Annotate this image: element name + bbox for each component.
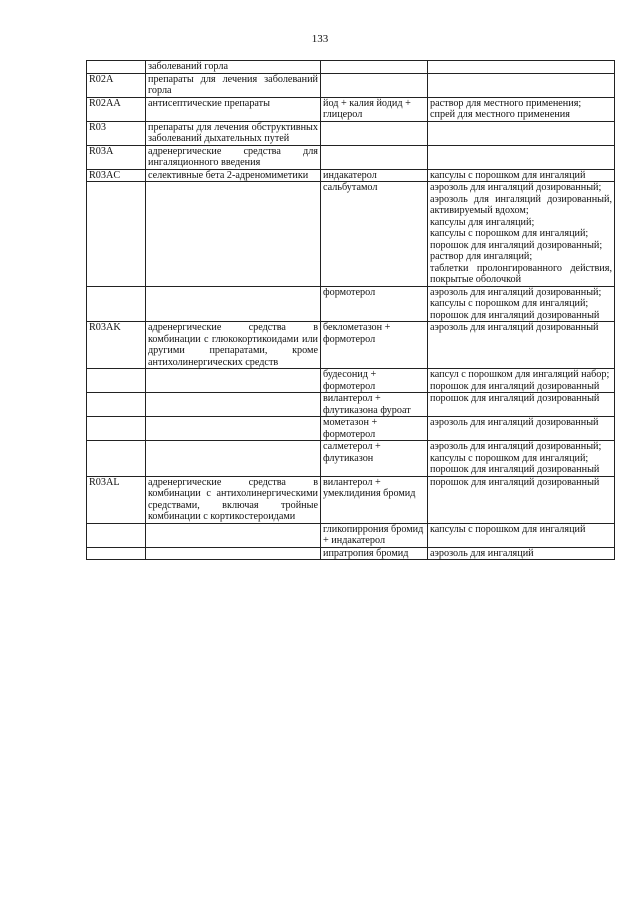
dosage-form-line: аэрозоль для ингаляций дозированный;	[430, 286, 602, 298]
table-row	[87, 441, 615, 477]
group-name: антисептические препараты	[146, 97, 321, 121]
group-name	[146, 286, 321, 322]
dosage-form-line: капсулы с порошком для ингаляций	[430, 523, 586, 535]
atc-code	[87, 369, 146, 393]
dosage-form-line: капсулы с порошком для ингаляций;	[430, 452, 589, 464]
table-row	[87, 523, 615, 547]
dosage-forms	[428, 417, 615, 441]
dosage-forms	[428, 441, 615, 477]
atc-code	[87, 182, 146, 287]
atc-code: R03A	[87, 145, 146, 169]
dosage-form-line: порошок для ингаляций дозированный;	[430, 239, 603, 251]
table-row	[87, 322, 615, 369]
atc-code	[87, 61, 146, 74]
table-row	[87, 417, 615, 441]
atc-code	[87, 523, 146, 547]
substance-name: будесонид + формотерол	[321, 369, 428, 393]
atc-code: R03AK	[87, 322, 146, 369]
dosage-form-line: капсул с порошком для ингаляций набор;	[430, 369, 610, 380]
atc-code: R02AA	[87, 97, 146, 121]
dosage-forms	[428, 145, 615, 169]
group-name: препараты для лечения обструктивных заболеваний дыхательных путей	[146, 121, 321, 145]
group-name	[146, 523, 321, 547]
dosage-form-line: аэрозоль для ингаляций дозированный;	[430, 182, 602, 193]
dosage-form-line: капсулы с порошком для ингаляций	[430, 169, 586, 181]
dosage-forms	[428, 169, 615, 182]
substance-name: гликопиррония бромид + индакатерол	[321, 523, 428, 547]
table-row	[87, 476, 615, 523]
substance-name	[321, 145, 428, 169]
table-row	[87, 393, 615, 417]
dosage-form-line: капсулы с порошком для ингаляций;	[430, 298, 589, 309]
table-row	[87, 286, 615, 322]
table-row	[87, 73, 615, 97]
dosage-forms	[428, 97, 615, 121]
substance-name	[321, 121, 428, 145]
table-row	[87, 369, 615, 393]
substance-name: индакатерол	[321, 169, 428, 182]
dosage-form-line: порошок для ингаляций дозированный	[430, 464, 600, 475]
dosage-form-line: порошок для ингаляций дозированный	[430, 393, 600, 404]
group-name	[146, 441, 321, 477]
dosage-form-line: таблетки пролонгированного действия, покрытые оболочкой	[430, 262, 612, 285]
group-name: заболеваний горла	[146, 61, 321, 74]
dosage-form-line: спрей для местного применения	[430, 109, 570, 120]
substance-name: ипратропия бромид	[321, 547, 428, 560]
substance-name: вилантерол + умеклидиния бромид	[321, 476, 428, 523]
page-number: 133	[311, 33, 329, 45]
group-name: селективные бета 2-адреномиметики	[146, 169, 321, 182]
group-name: адренергические средства в комбинации с антихолинергическими средствами, включая тройные комбинации с кортикостероидами	[146, 476, 321, 523]
atc-code	[87, 417, 146, 441]
dosage-form-line: порошок для ингаляций дозированный	[430, 309, 600, 321]
table-row	[87, 547, 615, 560]
group-name	[146, 182, 321, 287]
atc-code: R03AC	[87, 169, 146, 182]
dosage-forms	[428, 182, 615, 287]
dosage-forms	[428, 393, 615, 417]
dosage-forms	[428, 121, 615, 145]
dosage-form-line: капсулы с порошком для ингаляций;	[430, 228, 589, 239]
group-name	[146, 417, 321, 441]
dosage-form-line: порошок для ингаляций дозированный	[430, 380, 600, 392]
substance-name: формотерол	[321, 286, 428, 322]
group-name: адренергические средства в комбинации с глюкокортикоидами или другими препаратами, кроме антихолинергических средств	[146, 322, 321, 369]
atc-code	[87, 441, 146, 477]
dosage-form-line: аэрозоль для ингаляций дозированный, активируемый вдохом;	[430, 193, 612, 216]
dosage-form-line: капсулы для ингаляций;	[430, 216, 535, 228]
group-name	[146, 369, 321, 393]
group-name	[146, 393, 321, 417]
substance-name	[321, 73, 428, 97]
atc-code: R02A	[87, 73, 146, 97]
table-row	[87, 169, 615, 182]
dosage-forms	[428, 286, 615, 322]
dosage-forms	[428, 476, 615, 523]
dosage-forms: аэрозоль для ингаляций	[428, 547, 615, 560]
atc-code	[87, 286, 146, 322]
dosage-form-line: раствор для ингаляций;	[430, 251, 533, 262]
dosage-forms	[428, 322, 615, 369]
dosage-forms	[428, 369, 615, 393]
substance-name: йод + калия йодид + глицерол	[321, 97, 428, 121]
dosage-forms	[428, 523, 615, 547]
dosage-forms	[428, 61, 615, 74]
medication-table	[86, 60, 615, 560]
substance-name: вилантерол + флутиказона фуроат	[321, 393, 428, 417]
substance-name: салметерол + флутиказон	[321, 441, 428, 477]
atc-code: R03AL	[87, 476, 146, 523]
dosage-form-line: аэрозоль для ингаляций дозированный;	[430, 441, 602, 452]
atc-code	[87, 547, 146, 560]
dosage-form-line: аэрозоль для ингаляций дозированный	[430, 322, 599, 333]
atc-code: R03	[87, 121, 146, 145]
atc-code	[87, 393, 146, 417]
table-row	[87, 61, 615, 74]
table-row	[87, 182, 615, 287]
table-row	[87, 97, 615, 121]
dosage-form-line: раствор для местного применения;	[430, 97, 582, 109]
table-row	[87, 145, 615, 169]
substance-name: мометазон + формотерол	[321, 417, 428, 441]
substance-name: сальбутамол	[321, 182, 428, 287]
substance-name	[321, 61, 428, 74]
dosage-form-line: аэрозоль для ингаляций дозированный	[430, 417, 599, 428]
dosage-form-line: порошок для ингаляций дозированный	[430, 476, 600, 488]
group-name	[146, 547, 321, 560]
substance-name: беклометазон + формотерол	[321, 322, 428, 369]
group-name: препараты для лечения заболеваний горла	[146, 73, 321, 97]
dosage-forms	[428, 73, 615, 97]
group-name: адренергические средства для ингаляционного введения	[146, 145, 321, 169]
table-row	[87, 121, 615, 145]
